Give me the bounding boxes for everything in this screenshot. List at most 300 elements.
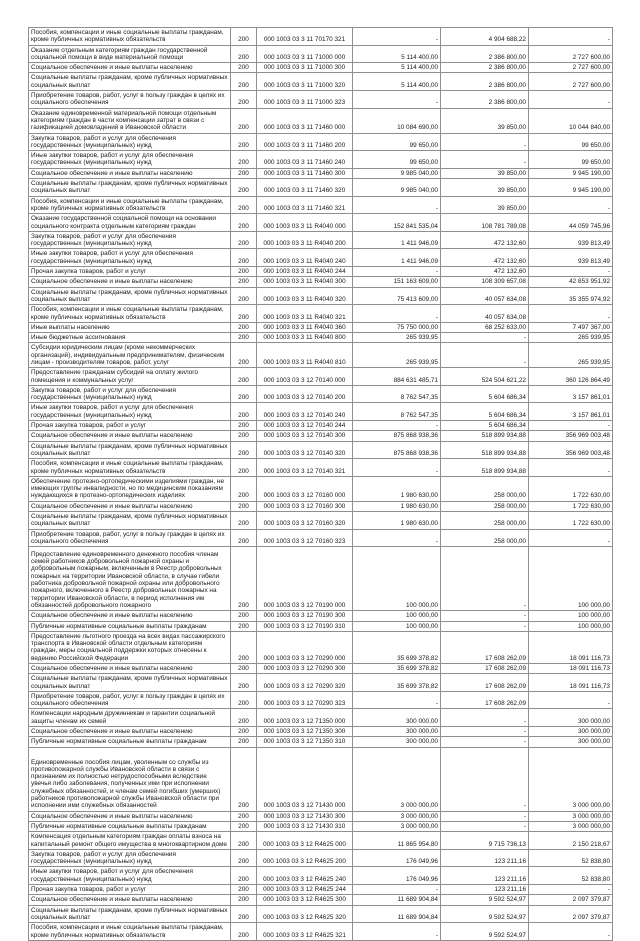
cell-line-code: 200 xyxy=(231,512,257,530)
cell-unexecuted: 356 969 003,48 xyxy=(529,431,613,441)
cell-approved: 8 762 547,35 xyxy=(353,385,441,403)
table-row xyxy=(29,867,613,885)
cell-executed: 123 211,16 xyxy=(441,867,529,885)
cell-executed: 472 132,60 xyxy=(441,231,529,249)
cell-unexecuted: - xyxy=(529,885,613,895)
cell-approved: - xyxy=(353,459,441,477)
cell-approved: - xyxy=(353,91,441,109)
cell-line-code: 200 xyxy=(231,849,257,867)
cell-name: Социальное обеспечение и иные выплаты населению xyxy=(29,431,231,441)
table-row xyxy=(29,691,613,709)
cell-kbk: 000 1003 03 3 12 70140 244 xyxy=(257,421,353,431)
table-row xyxy=(29,821,613,831)
cell-approved: 884 631 485,71 xyxy=(353,368,441,386)
cell-kbk: 000 1003 03 3 12 R4625 240 xyxy=(257,867,353,885)
cell-line-code: 200 xyxy=(231,305,257,323)
cell-unexecuted: 3 000 000,00 xyxy=(529,821,613,831)
cell-approved: 5 114 400,00 xyxy=(353,45,441,63)
cell-approved: 1 980 630,00 xyxy=(353,501,441,511)
cell-unexecuted: 2 727 600,00 xyxy=(529,73,613,91)
cell-kbk: 000 1003 03 3 11 71000 000 xyxy=(257,45,353,63)
cell-name: Приобретение товаров, работ, услуг в пользу граждан в целях их социального обеспечения xyxy=(29,91,231,109)
cell-kbk: 000 1003 03 3 12 71430 310 xyxy=(257,821,353,831)
cell-name: Закупка товаров, работ и услуг для обеспечения государственных (муниципальных) нужд xyxy=(29,231,231,249)
cell-executed: 258 000,00 xyxy=(441,512,529,530)
cell-kbk: 000 1003 03 3 12 70140 300 xyxy=(257,431,353,441)
cell-unexecuted: 18 091 116,73 xyxy=(529,674,613,692)
cell-line-code: 200 xyxy=(231,287,257,305)
cell-unexecuted: 1 722 630,00 xyxy=(529,501,613,511)
cell-name: Социальное обеспечение и иные выплаты населению xyxy=(29,501,231,511)
cell-unexecuted: 300 000,00 xyxy=(529,727,613,737)
cell-kbk: 000 1003 03 3 11 71460 240 xyxy=(257,151,353,169)
table-row xyxy=(29,305,613,323)
cell-approved: 9 985 040,00 xyxy=(353,179,441,197)
cell-executed: 9 592 524,97 xyxy=(441,923,529,941)
table-row xyxy=(29,63,613,73)
cell-line-code: 200 xyxy=(231,867,257,885)
cell-approved: 3 000 000,00 xyxy=(353,811,441,821)
cell-kbk: 000 1003 03 3 12 71430 000 xyxy=(257,747,353,811)
cell-executed: - xyxy=(441,547,529,611)
cell-approved: - xyxy=(353,529,441,547)
cell-executed: - xyxy=(441,343,529,368)
cell-approved: - xyxy=(353,885,441,895)
cell-name: Закупка товаров, работ и услуг для обеспечения государственных (муниципальных) нужд xyxy=(29,133,231,151)
cell-unexecuted: 1 722 630,00 xyxy=(529,512,613,530)
table-row xyxy=(29,737,613,747)
table-row xyxy=(29,267,613,277)
cell-line-code: 200 xyxy=(231,674,257,692)
cell-name: Прочая закупка товаров, работ и услуг xyxy=(29,421,231,431)
table-row xyxy=(29,811,613,821)
cell-name: Пособия, компенсации и иные социальные выплаты гражданам, кроме публичных нормативных обязательств xyxy=(29,923,231,941)
cell-unexecuted: 2 097 379,87 xyxy=(529,905,613,923)
cell-unexecuted: 99 650,00 xyxy=(529,133,613,151)
cell-kbk: 000 1003 03 3 12 71350 300 xyxy=(257,727,353,737)
cell-line-code: 200 xyxy=(231,501,257,511)
cell-unexecuted: 44 059 745,96 xyxy=(529,214,613,232)
cell-name: Пособия, компенсации и иные социальные выплаты гражданам, кроме публичных нормативных обязательств xyxy=(29,305,231,323)
cell-kbk: 000 1003 03 3 11 R4040 321 xyxy=(257,305,353,323)
cell-executed: 39 850,00 xyxy=(441,168,529,178)
table-row xyxy=(29,179,613,197)
cell-kbk: 000 1003 03 3 12 R4625 321 xyxy=(257,923,353,941)
cell-line-code: 200 xyxy=(231,91,257,109)
cell-kbk: 000 1003 03 3 12 R4625 000 xyxy=(257,832,353,850)
cell-approved: - xyxy=(353,691,441,709)
cell-line-code: 200 xyxy=(231,168,257,178)
cell-unexecuted: - xyxy=(529,529,613,547)
cell-kbk: 000 1003 03 3 11 71000 320 xyxy=(257,73,353,91)
cell-executed: - xyxy=(441,821,529,831)
cell-name: Оказание отдельным категориям граждан государственной социальной помощи в виде материальной помощи xyxy=(29,45,231,63)
cell-approved: 265 939,95 xyxy=(353,343,441,368)
cell-executed: 9 592 524,97 xyxy=(441,905,529,923)
cell-name: Социальное обеспечение и иные выплаты населению xyxy=(29,611,231,621)
cell-unexecuted: 3 000 000,00 xyxy=(529,747,613,811)
cell-approved: - xyxy=(353,267,441,277)
cell-executed: 4 904 688,22 xyxy=(441,28,529,46)
cell-executed: 40 057 634,08 xyxy=(441,287,529,305)
table-row xyxy=(29,368,613,386)
cell-kbk: 000 1003 03 3 12 70140 000 xyxy=(257,368,353,386)
cell-name: Социальное обеспечение и иные выплаты населению xyxy=(29,727,231,737)
cell-name: Социальное обеспечение и иные выплаты населению xyxy=(29,895,231,905)
cell-line-code: 200 xyxy=(231,421,257,431)
cell-kbk: 000 1003 03 3 12 71350 310 xyxy=(257,737,353,747)
cell-kbk: 000 1003 03 3 11 R4040 240 xyxy=(257,249,353,267)
cell-kbk: 000 1003 03 3 11 70170 321 xyxy=(257,28,353,46)
cell-kbk: 000 1003 03 3 12 70290 323 xyxy=(257,691,353,709)
table-row xyxy=(29,621,613,631)
cell-executed: - xyxy=(441,133,529,151)
cell-executed: 68 252 633,00 xyxy=(441,322,529,332)
cell-approved: 176 049,96 xyxy=(353,867,441,885)
cell-kbk: 000 1003 03 3 11 R4040 810 xyxy=(257,343,353,368)
cell-unexecuted: 2 727 600,00 xyxy=(529,45,613,63)
cell-approved: 875 868 938,36 xyxy=(353,441,441,459)
cell-kbk: 000 1003 03 3 12 R4625 300 xyxy=(257,895,353,905)
cell-kbk: 000 1003 03 3 11 71000 323 xyxy=(257,91,353,109)
cell-executed: 39 850,00 xyxy=(441,179,529,197)
cell-line-code: 200 xyxy=(231,631,257,663)
cell-approved: 875 868 938,36 xyxy=(353,431,441,441)
cell-unexecuted: 360 126 864,49 xyxy=(529,368,613,386)
cell-line-code: 200 xyxy=(231,441,257,459)
cell-executed: 5 604 686,34 xyxy=(441,421,529,431)
cell-kbk: 000 1003 03 3 11 R4040 360 xyxy=(257,322,353,332)
cell-executed: 39 850,00 xyxy=(441,108,529,133)
cell-line-code: 200 xyxy=(231,923,257,941)
cell-line-code: 200 xyxy=(231,368,257,386)
cell-executed: 258 000,00 xyxy=(441,476,529,501)
cell-line-code: 200 xyxy=(231,529,257,547)
table-row xyxy=(29,277,613,287)
table-row xyxy=(29,108,613,133)
cell-name: Иные бюджетные ассигнования xyxy=(29,333,231,343)
table-row xyxy=(29,611,613,621)
cell-name: Иные закупки товаров, работ и услуг для обеспечения государственных (муниципальных) нужд xyxy=(29,867,231,885)
cell-name: Компенсации народным дружинникам и гарантии социальной защиты членам их семей xyxy=(29,709,231,727)
cell-executed: 17 608 262,09 xyxy=(441,664,529,674)
cell-unexecuted: - xyxy=(529,28,613,46)
cell-kbk: 000 1003 03 3 12 70160 320 xyxy=(257,512,353,530)
cell-kbk: 000 1003 03 3 11 R4040 000 xyxy=(257,214,353,232)
cell-kbk: 000 1003 03 3 11 71460 320 xyxy=(257,179,353,197)
cell-kbk: 000 1003 03 3 11 R4040 800 xyxy=(257,333,353,343)
cell-unexecuted: 9 945 190,00 xyxy=(529,168,613,178)
cell-executed: 5 604 686,34 xyxy=(441,403,529,421)
cell-name: Пособия, компенсации и иные социальные выплаты гражданам, кроме публичных нормативных обязательств xyxy=(29,459,231,477)
cell-name: Пособия, компенсации и иные социальные выплаты гражданам, кроме публичных нормативных обязательств xyxy=(29,28,231,46)
cell-name: Иные выплаты населению xyxy=(29,322,231,332)
cell-line-code: 200 xyxy=(231,821,257,831)
cell-executed: 9 715 736,13 xyxy=(441,832,529,850)
cell-approved: 300 000,00 xyxy=(353,709,441,727)
cell-name: Иные закупки товаров, работ и услуг для обеспечения государственных (муниципальных) нужд xyxy=(29,151,231,169)
cell-approved: - xyxy=(353,421,441,431)
cell-kbk: 000 1003 03 3 11 71460 200 xyxy=(257,133,353,151)
budget-table-body xyxy=(29,28,613,941)
cell-approved: 5 114 400,00 xyxy=(353,73,441,91)
table-row xyxy=(29,231,613,249)
cell-executed: - xyxy=(441,747,529,811)
cell-unexecuted: 99 650,00 xyxy=(529,151,613,169)
table-row xyxy=(29,322,613,332)
cell-kbk: 000 1003 03 3 12 70140 240 xyxy=(257,403,353,421)
cell-unexecuted: 100 000,00 xyxy=(529,611,613,621)
cell-line-code: 200 xyxy=(231,108,257,133)
cell-executed: 108 309 657,08 xyxy=(441,277,529,287)
table-row xyxy=(29,923,613,941)
cell-approved: 100 000,00 xyxy=(353,611,441,621)
cell-approved: - xyxy=(353,923,441,941)
cell-approved: 1 411 946,09 xyxy=(353,249,441,267)
cell-unexecuted: 35 355 974,92 xyxy=(529,287,613,305)
cell-approved: 3 000 000,00 xyxy=(353,747,441,811)
cell-line-code: 200 xyxy=(231,547,257,611)
cell-unexecuted: 2 150 218,67 xyxy=(529,832,613,850)
table-row xyxy=(29,547,613,611)
cell-executed: 108 781 789,08 xyxy=(441,214,529,232)
table-row xyxy=(29,905,613,923)
table-row xyxy=(29,501,613,511)
cell-line-code: 200 xyxy=(231,727,257,737)
cell-approved: 100 000,00 xyxy=(353,547,441,611)
cell-approved: 300 000,00 xyxy=(353,737,441,747)
cell-line-code: 200 xyxy=(231,691,257,709)
cell-unexecuted: - xyxy=(529,923,613,941)
cell-approved: 8 762 547,35 xyxy=(353,403,441,421)
table-row xyxy=(29,849,613,867)
table-row xyxy=(29,476,613,501)
cell-name: Оказание государственной социальной помощи на основании социального контракта отдельным категориям граждан xyxy=(29,214,231,232)
table-row xyxy=(29,664,613,674)
cell-kbk: 000 1003 03 3 12 71430 300 xyxy=(257,811,353,821)
cell-executed: 17 608 262,09 xyxy=(441,674,529,692)
cell-kbk: 000 1003 03 3 12 71350 000 xyxy=(257,709,353,727)
cell-executed: - xyxy=(441,611,529,621)
table-row xyxy=(29,747,613,811)
cell-executed: 17 608 262,09 xyxy=(441,631,529,663)
cell-executed: 518 899 934,88 xyxy=(441,431,529,441)
cell-kbk: 000 1003 03 3 11 R4040 300 xyxy=(257,277,353,287)
cell-executed: - xyxy=(441,709,529,727)
cell-line-code: 200 xyxy=(231,45,257,63)
cell-executed: - xyxy=(441,737,529,747)
cell-kbk: 000 1003 03 3 11 71460 000 xyxy=(257,108,353,133)
cell-executed: 472 132,60 xyxy=(441,249,529,267)
cell-executed: 2 386 800,00 xyxy=(441,73,529,91)
cell-kbk: 000 1003 03 3 12 70140 200 xyxy=(257,385,353,403)
cell-unexecuted: 18 091 116,73 xyxy=(529,664,613,674)
cell-kbk: 000 1003 03 3 12 70140 320 xyxy=(257,441,353,459)
cell-approved: 9 985 040,00 xyxy=(353,168,441,178)
table-row xyxy=(29,674,613,692)
cell-line-code: 200 xyxy=(231,885,257,895)
cell-kbk: 000 1003 03 3 12 70290 300 xyxy=(257,664,353,674)
table-row xyxy=(29,196,613,214)
cell-unexecuted: 265 939,95 xyxy=(529,333,613,343)
cell-line-code: 200 xyxy=(231,73,257,91)
cell-executed: 40 057 634,08 xyxy=(441,305,529,323)
cell-line-code: 200 xyxy=(231,151,257,169)
budget-expenses-table xyxy=(28,27,613,941)
cell-approved: 99 650,00 xyxy=(353,151,441,169)
cell-line-code: 200 xyxy=(231,179,257,197)
cell-executed: 123 211,16 xyxy=(441,885,529,895)
table-row xyxy=(29,28,613,46)
cell-approved: 35 699 378,82 xyxy=(353,631,441,663)
cell-approved: - xyxy=(353,28,441,46)
cell-line-code: 200 xyxy=(231,322,257,332)
table-row xyxy=(29,709,613,727)
cell-line-code: 200 xyxy=(231,385,257,403)
cell-approved: 151 163 609,00 xyxy=(353,277,441,287)
cell-name: Публичные нормативные социальные выплаты гражданам xyxy=(29,737,231,747)
cell-approved: 35 699 378,82 xyxy=(353,674,441,692)
cell-kbk: 000 1003 03 3 11 R4040 320 xyxy=(257,287,353,305)
cell-line-code: 200 xyxy=(231,231,257,249)
table-row xyxy=(29,385,613,403)
cell-unexecuted: 939 813,49 xyxy=(529,249,613,267)
cell-approved: - xyxy=(353,196,441,214)
cell-executed: - xyxy=(441,621,529,631)
cell-approved: 1 411 946,09 xyxy=(353,231,441,249)
cell-name: Приобретение товаров, работ, услуг в пользу граждан в целях их социального обеспечения xyxy=(29,691,231,709)
cell-approved: 300 000,00 xyxy=(353,727,441,737)
cell-approved: 3 000 000,00 xyxy=(353,821,441,831)
cell-approved: 99 650,00 xyxy=(353,133,441,151)
cell-unexecuted: - xyxy=(529,267,613,277)
cell-name: Обеспечение протезно-ортопедическими изделиями граждан, не имеющих группы инвалидности, но по медицинским показаниям нуждающихся в протезно-ортопедических изделиях xyxy=(29,476,231,501)
cell-line-code: 200 xyxy=(231,28,257,46)
cell-unexecuted: 7 497 367,00 xyxy=(529,322,613,332)
cell-unexecuted: 100 000,00 xyxy=(529,547,613,611)
cell-kbk: 000 1003 03 3 12 70190 300 xyxy=(257,611,353,621)
cell-line-code: 200 xyxy=(231,905,257,923)
cell-approved: 11 865 954,80 xyxy=(353,832,441,850)
cell-line-code: 200 xyxy=(231,403,257,421)
cell-approved: 11 689 904,84 xyxy=(353,895,441,905)
cell-unexecuted: - xyxy=(529,91,613,109)
cell-kbk: 000 1003 03 3 12 R4625 200 xyxy=(257,849,353,867)
cell-executed: - xyxy=(441,333,529,343)
table-row xyxy=(29,287,613,305)
cell-unexecuted: 300 000,00 xyxy=(529,737,613,747)
cell-approved: 5 114 400,00 xyxy=(353,63,441,73)
cell-unexecuted: 3 157 861,01 xyxy=(529,385,613,403)
cell-name: Социальные выплаты гражданам, кроме публичных нормативных социальных выплат xyxy=(29,512,231,530)
cell-line-code: 200 xyxy=(231,277,257,287)
table-row xyxy=(29,45,613,63)
cell-name: Социальное обеспечение и иные выплаты населению xyxy=(29,63,231,73)
cell-approved: 11 689 904,84 xyxy=(353,905,441,923)
cell-unexecuted: 52 838,80 xyxy=(529,867,613,885)
table-row xyxy=(29,133,613,151)
table-row xyxy=(29,885,613,895)
cell-line-code: 200 xyxy=(231,664,257,674)
cell-unexecuted: 10 044 840,00 xyxy=(529,108,613,133)
cell-executed: 258 000,00 xyxy=(441,529,529,547)
cell-approved: 1 980 630,00 xyxy=(353,476,441,501)
cell-approved: 10 084 690,00 xyxy=(353,108,441,133)
table-row xyxy=(29,333,613,343)
cell-approved: - xyxy=(353,305,441,323)
cell-line-code: 200 xyxy=(231,333,257,343)
cell-name: Иные закупки товаров, работ и услуг для обеспечения государственных (муниципальных) нужд xyxy=(29,249,231,267)
cell-name: Социальные выплаты гражданам, кроме публичных нормативных социальных выплат xyxy=(29,905,231,923)
cell-approved: 265 939,95 xyxy=(353,333,441,343)
cell-kbk: 000 1003 03 3 12 70290 000 xyxy=(257,631,353,663)
cell-name: Социальное обеспечение и иные выплаты населению xyxy=(29,277,231,287)
cell-kbk: 000 1003 03 3 12 70290 320 xyxy=(257,674,353,692)
cell-kbk: 000 1003 03 3 11 71460 300 xyxy=(257,168,353,178)
table-row xyxy=(29,403,613,421)
cell-executed: 258 000,00 xyxy=(441,501,529,511)
cell-unexecuted: - xyxy=(529,459,613,477)
cell-approved: 100 000,00 xyxy=(353,621,441,631)
table-row xyxy=(29,459,613,477)
cell-kbk: 000 1003 03 3 12 70160 323 xyxy=(257,529,353,547)
cell-executed: - xyxy=(441,811,529,821)
cell-approved: 35 699 378,82 xyxy=(353,664,441,674)
cell-name: Социальные выплаты гражданам, кроме публичных нормативных социальных выплат xyxy=(29,674,231,692)
cell-name: Социальное обеспечение и иные выплаты населению xyxy=(29,664,231,674)
cell-approved: 1 980 630,00 xyxy=(353,512,441,530)
cell-unexecuted: 3 157 861,01 xyxy=(529,403,613,421)
cell-line-code: 200 xyxy=(231,737,257,747)
cell-line-code: 200 xyxy=(231,63,257,73)
cell-unexecuted: - xyxy=(529,305,613,323)
cell-executed: 2 386 800,00 xyxy=(441,91,529,109)
cell-executed: - xyxy=(441,151,529,169)
cell-unexecuted: 52 838,80 xyxy=(529,849,613,867)
cell-executed: 123 211,16 xyxy=(441,849,529,867)
cell-name: Прочая закупка товаров, работ и услуг xyxy=(29,267,231,277)
cell-name: Социальное обеспечение и иные выплаты населению xyxy=(29,811,231,821)
cell-name: Иные закупки товаров, работ и услуг для обеспечения государственных (муниципальных) нужд xyxy=(29,403,231,421)
cell-name: Оказание единовременной материальной помощи отдельным категориям граждан в части компенсации затрат в связи с газификацией домовладений в Ивановской области xyxy=(29,108,231,133)
cell-line-code: 200 xyxy=(231,811,257,821)
cell-name: Пособия, компенсации и иные социальные выплаты гражданам, кроме публичных нормативных обязательств xyxy=(29,196,231,214)
cell-line-code: 200 xyxy=(231,476,257,501)
cell-line-code: 200 xyxy=(231,133,257,151)
table-row xyxy=(29,895,613,905)
cell-name: Публичные нормативные социальные выплаты гражданам xyxy=(29,821,231,831)
cell-executed: 518 899 934,88 xyxy=(441,441,529,459)
cell-line-code: 200 xyxy=(231,832,257,850)
cell-name: Предоставление льготного проезда на всех видах пассажирского транспорта в Ивановской области отдельным категориям граждан, меры социальной поддержки которых отнесены к ведению Российской Федерации xyxy=(29,631,231,663)
cell-approved: 176 049,96 xyxy=(353,849,441,867)
cell-name: Предоставление единовременного денежного пособия членам семей работников добровольной пожарной охраны и добровольным пожарным, включенным в Реестр добровольных пожарных на территории Ивановской области, в случае гибели работника добровольной пожарной охраны или добровольного пожарного, включенного в Реестр добровольных пожарных на территории Ивановской области, в период исполнения им обязанностей добровольного пожарного xyxy=(29,547,231,611)
table-row xyxy=(29,91,613,109)
cell-kbk: 000 1003 03 3 12 70140 321 xyxy=(257,459,353,477)
table-row xyxy=(29,421,613,431)
cell-line-code: 200 xyxy=(231,611,257,621)
cell-name: Социальные выплаты гражданам, кроме публичных нормативных социальных выплат xyxy=(29,179,231,197)
cell-kbk: 000 1003 03 3 11 71460 321 xyxy=(257,196,353,214)
cell-name: Прочая закупка товаров, работ и услуг xyxy=(29,885,231,895)
cell-name: Единовременные пособия лицам, уволенным со службы из противопожарной службы Ивановской области в связи с признанием их полностью нетрудоспособными вследствие увечья либо заболевания, полученных ими при исполнении служебных обязанностей, и членам семей погибших (умерших) работников противопожарной службы Ивановской области при исполнении ими служебных обязанностей xyxy=(29,747,231,811)
cell-executed: 39 850,00 xyxy=(441,196,529,214)
cell-unexecuted: 356 969 003,48 xyxy=(529,441,613,459)
cell-unexecuted: 2 727 600,00 xyxy=(529,63,613,73)
cell-name: Социальные выплаты гражданам, кроме публичных нормативных социальных выплат xyxy=(29,441,231,459)
cell-approved: 152 841 535,04 xyxy=(353,214,441,232)
cell-line-code: 200 xyxy=(231,709,257,727)
